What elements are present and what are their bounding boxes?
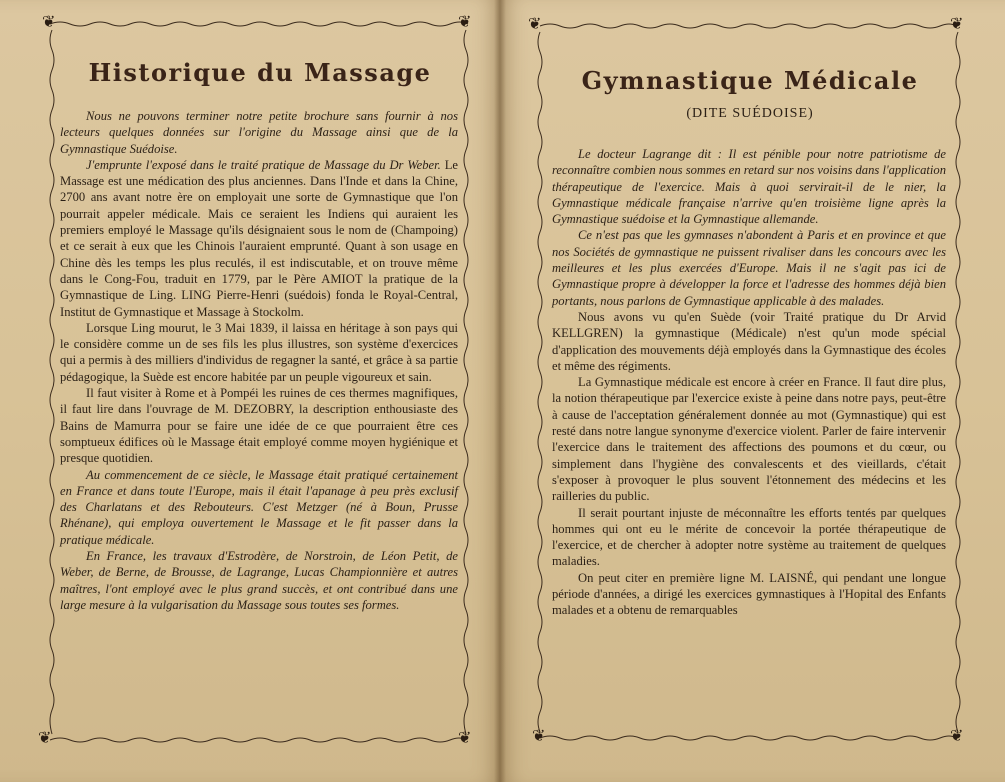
corner-ornament-icon: ❦: [458, 12, 472, 31]
right-paragraph: La Gymnastique médicale est encore à créer en France. Il faut dire plus, la notion thérapeutique par l'exercice existe à peine dans notre pays, peut-être à cause de l'acceptation généralement donnée au mot (Gymnastique) qui est resté dans notre langue synonyme d'exercice violent. Parler de faire intervenir l'exercice dans le traitement des affections des poumons et du cœur, ou simplement dans l'hygiène des convalescents et des vieillards, c'était s'exposer à provoquer le plus souvent l'étonnement des médecins et les railleries du public.: [552, 375, 946, 504]
left-paragraph: En France, les travaux d'Estrodère, de Norstroin, de Léon Petit, de Weber, de Berne, de Brousse, de Lagrange, Lucas Championnière et autres maîtres, l'ont employé avec le plus grand succès, et ont contribué dans une large mesure à la vulgarisation du Massage sous toutes ses formes.: [60, 549, 458, 612]
corner-ornament-icon: ❦: [950, 726, 964, 745]
corner-ornament-icon: ❦: [458, 728, 472, 747]
left-paragraph-lead: J'emprunte l'exposé dans le traité pratique de Massage du Dr Weber.: [86, 157, 441, 172]
left-page-title: Historique du Massage: [88, 58, 432, 87]
right-page-body: [552, 146, 946, 619]
right-paragraph: Il serait pourtant injuste de méconnaître les efforts tentés par quelques hommes qui ont eu le mérite de concevoir la portée thérapeutique de l'exercice, et de chercher à adopter notre système au traitement de quelques maladies.: [552, 505, 946, 569]
corner-ornament-icon: ❦: [532, 726, 546, 745]
right-paragraph: Le docteur Lagrange dit : Il est pénible pour notre patriotisme de reconnaître combien nous sommes en retard sur nos voisins dans l'application thérapeutique de l'exercice. Mais à quoi servirait-il de le nier, la Gymnastique médicale française n'arrive qu'en troisième ligne après la Gymnastique suédoise et la Gymnastique allemande.: [552, 147, 947, 227]
corner-ornament-icon: ❦: [528, 14, 542, 33]
left-paragraph: [60, 157, 458, 320]
right-paragraph: On peut citer en première ligne M. LAISNÉ, qui pendant une longue période d'années, a dirigé les exercices gymnastiques à l'Hopital des Enfants malades et a obtenu de remarquables: [552, 570, 946, 618]
left-paragraph: Lorsque Ling mourut, le 3 Mai 1839, il laissa en héritage à son pays qui le considère comme un de ses fils les plus illustres, son système d'exercices qui a permis à des milliers d'individus de regagner la santé, et grâce à sa partie pédagogique, la Suède est encore habitée par un peuple vigoureux et sain.: [60, 320, 458, 384]
left-paragraph-body: Le Massage est une médication des plus anciennes. Dans l'Inde et dans la Chine, 2700 ans avant notre ère on employait une sorte de Gymnastique que l'on pourrait appeler médicale. Mais ce seraient les Indiens qui auraient les premiers employé le Massage qu'ils désignaient sous le nom de (Champoing) et ce serait à eux que les Chinois l'auraient emprunté. Quant à son usage en Chine dès les temps les plus reculés, il est indiscutable, et on trouve même dans le Cong-Fou, traduit en 1779, par le Père AMIOT la pratique de la Gymnastique de Ling. LING Pierre-Henri (suédois) fonda le Royal-Central, Institut de Gymnastique et Massage à Stockolm.: [60, 157, 459, 319]
left-paragraph: Au commencement de ce siècle, le Massage était pratiqué certainement en France et dans toute l'Europe, mais il était l'apanage à peu près exclusif des Charlatans et des Rebouteurs. C'est Metzger (né à Boun, Prusse Rhénane), qui employa ouvertement le Massage et le fit passer dans la pratique médicale.: [60, 467, 458, 547]
right-paragraph: Ce n'est pas que les gymnases n'abondent à Paris et en province et que nos Sociétés de gymnastique ne puissent rivaliser dans les concours avec les meilleures et les plus exercées d'Europe. Mais il ne s'agit pas ici de Gymnastique propre à développer la force et l'adresse des hommes déjà bien portants, nous parlons de Gymnastique applicable à des malades.: [552, 228, 946, 308]
corner-ornament-icon: ❦: [42, 12, 56, 31]
right-page-subtitle: (DITE SUÉDOISE): [686, 106, 814, 121]
right-paragraph: Nous avons vu qu'en Suède (voir Traité pratique du Dr Arvid KELLGREN) la gymnastique (Médicale) n'est qu'un mode spécial d'application des mouvements déjà employés dans la Gymnastique des écoles et même des régiments.: [552, 309, 946, 373]
corner-ornament-icon: ❦: [38, 728, 52, 747]
book-gutter: [494, 0, 506, 782]
right-page-title: Gymnastique Médicale: [581, 66, 919, 95]
left-page-body: [60, 108, 458, 613]
left-paragraph: Nous ne pouvons terminer notre petite brochure sans fournir à nos lecteurs quelques données sur l'origine du Massage ainsi que de la Gymnastique Suédoise.: [60, 109, 458, 156]
corner-ornament-icon: ❦: [950, 14, 964, 33]
left-paragraph: Il faut visiter à Rome et à Pompéi les ruines de ces thermes magnifiques, il faut lire dans l'ouvrage de M. DEZOBRY, la description enthousiaste des Bains de Mamurra pour se faire une idée de ce que pourraient être ces somptueux édifices où le Massage était employé comme moyen hygiénique et presque quotidien.: [60, 386, 458, 466]
